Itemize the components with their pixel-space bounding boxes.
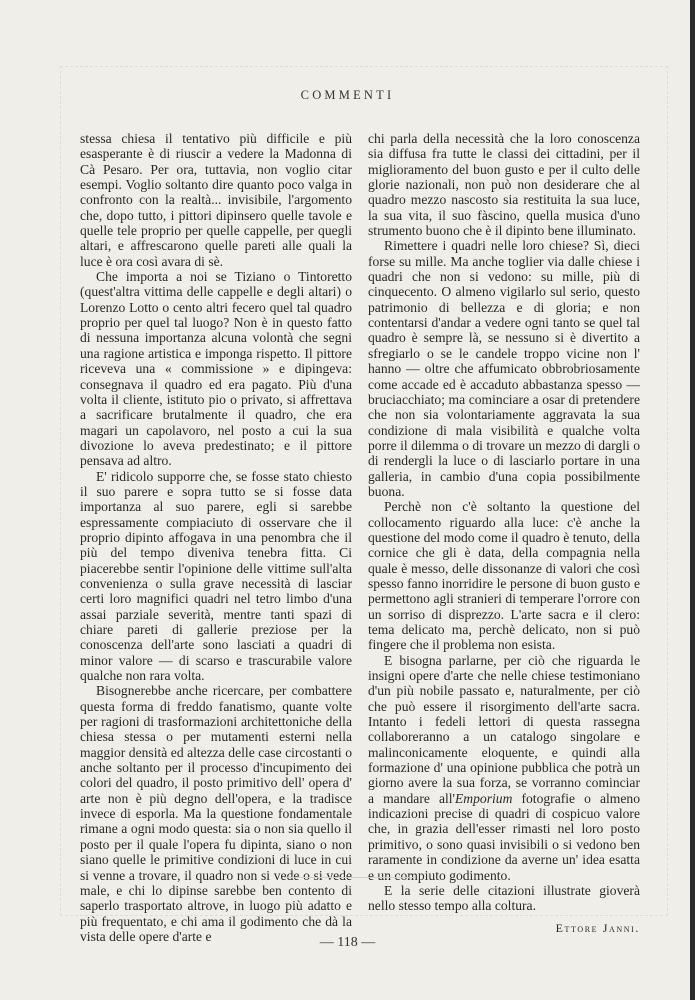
paragraph-text: E bisogna parlarne, per ciò che riguarda le insigni opere d'arte che nelle chiese testimoniano d'un più nobile passato e, naturalmente, per ciò che può essere il risorgimento dell'arte sacra. Intanto i fedeli lettori di questa rassegna collaboreranno a un catalogo singolare e malinconicamente eloquente, e quindi alla formazione d' una opinione pubblica che potrà un giorno avere la sua forza, se vorranno cominciar a mandare all'	[368, 652, 640, 806]
paragraph: Rimettere i quadri nelle loro chiese? Sì, dieci forse su mille. Ma anche toglier via dalle chiese i quadri che non si vedono: su mille, più di cinquecento. O almeno vigilarlo sul serio, questo patrimonio di bellezza e di gloria; e non contentarsi d'andar a vedere ogni tanto se quel tal quadro è sempre là, se nessuno si è divertito a sfregiarlo o se le candele troppo vicine non l' hanno — oltre che affumicato obbrobriosamente come accade ed è accaduto abbastanza spesso — bruciacchiato; ma cominciare a osar di pretendere che non sia volontariamente aggravata la sua condizione di mala visibilità e qualche volta porre il dilemma o di trovare un mezzo di dargli o di rendergli la luce o di lasciarlo portare in una galleria, in cambio d'una copia possibilmente buona.	[368, 238, 640, 499]
paragraph: stessa chiesa il tentativo più difficile e più esasperante è di riuscir a vedere la Madonna di Cà Pesaro. Per ora, tuttavia, non voglio citar esempi. Voglio soltanto dire quanto poco valga in confronto con la realtà... invisibile, l'argomento che, dopo tutto, i pittori dipinsero quelle tavole e quelle tele proprio per quelle cappelle, per quegli altari, e affrescarono quelle pareti alle quali la luce è ora così avara di sè.	[80, 131, 352, 269]
paragraph-text: fotografie o almeno indicazioni precise di quadri di cospicuo valore che, in grazia dell'esser rimasti nel loro posto primitivo, o sono quasi invisibili o si vedono ben raramente in condizione da averne un' idea esatta e un compiuto godimento.	[368, 790, 640, 883]
paragraph: E' ridicolo supporre che, se fosse stato chiesto il suo parere e sopra tutto se si fosse data importanza al suo parere, egli si sarebbe espressamente compiaciuto di osservare che il proprio dipinto affogava in una penombra che il più del tempo diveniva tenebra fitta. Ci piacerebbe sentir l'opinione delle vittime sull'alta convenienza o sulla grave necessità di lasciar certi loro magnifici quadri nel tetro limbo d'una assai parziale severità, mentre tanti spazi di chiare pareti di gallerie preziose per la conoscenza dell'arte sono lasciati a quadri di minor valore — di scarso e trascurabile valore qualche non rara volta.	[80, 468, 352, 684]
text-column-left	[80, 131, 352, 944]
paragraph: Che importa a noi se Tiziano o Tintoretto (quest'altra vittima delle cappelle e degli altari) o Lorenzo Lotto o cento altri fecero quel tal quadro proprio per quel tal luogo? Non è in questo fatto di nessuna importanza alcuna volontà che segni una ragione artistica e imponga rispetto. Il pittore riceveva una « commissione » e dipingeva: consegnava il quadro ed era pagato. Più d'una volta il cliente, istituto pio o privato, si affrettava a sacrificare brutalmente il quadro, che era magari un capolavoro, nel posto a cui la sua divozione lo aveva predestinato; e il pittore pensava ad altro.	[80, 269, 352, 469]
paragraph: Perchè non c'è soltanto la questione del collocamento riguardo alla luce: c'è anche la questione del modo come il quadro è tenuto, della cornice che gli è data, della compagnia nella quale è messo, delle dissonanze di valori che così spesso fanno inorridire le persone di buon gusto e permettono agli stranieri di temperare l'orrore con un sorriso di disprezzo. L'arte sacra e il clero: tema delicato ma, perchè delicato, non si può fingere che il problema non esista.	[368, 499, 640, 653]
page-number: — 118 —	[319, 935, 376, 950]
section-header: COMMENTI	[300, 88, 395, 102]
paragraph: Bisognerebbe anche ricercare, per combattere questa forma di freddo fanatismo, quante volte per ragioni di trasformazioni architettoniche della chiesa stessa o per mutamenti esterni nella maggior densità ed altezza delle case circostanti o anche soltanto per il processo d'incupimento dei colori del quadro, il posto primitivo dell' opera d' arte non è più degno dell'opera, e la tradisce invece di esporla. Ma la questione fondamentale rimane a ogni modo questa: sia o non sia quello il posto per il quale l'opera fu dipinta, siano o non siano quelle le primitive condizioni di luce in cui si venne a trovare, il quadro non si vede o si vede male, e chi lo dipinse sarebbe ben contento di saperlo trasportato altrove, in luogo più adatto e più frequentato, e chi ama il godimento che dà la vista delle opere d'arte e	[80, 683, 352, 944]
page-edge-shadow	[690, 0, 695, 1000]
end-rule	[284, 877, 415, 878]
text-column-right	[368, 131, 640, 936]
paragraph: E la serie delle citazioni illustrate gioverà nello stesso tempo alla coltura.	[368, 882, 640, 914]
author-signature: Ettore Janni.	[555, 920, 640, 935]
journal-title: Emporium	[455, 790, 513, 806]
paragraph: chi parla della necessità che la loro conoscenza sia diffusa fra tutte le classi dei cittadini, per il miglioramento del buon gusto e per il culto delle glorie nazionali, non può non desiderare che al quadro mezzo nascosto sia restituita la sua luce, la sua vita, il suo fàscino, quella musica d'uno strumento buono che è il dipinto bene illuminato.	[368, 131, 640, 239]
paragraph	[368, 653, 640, 883]
